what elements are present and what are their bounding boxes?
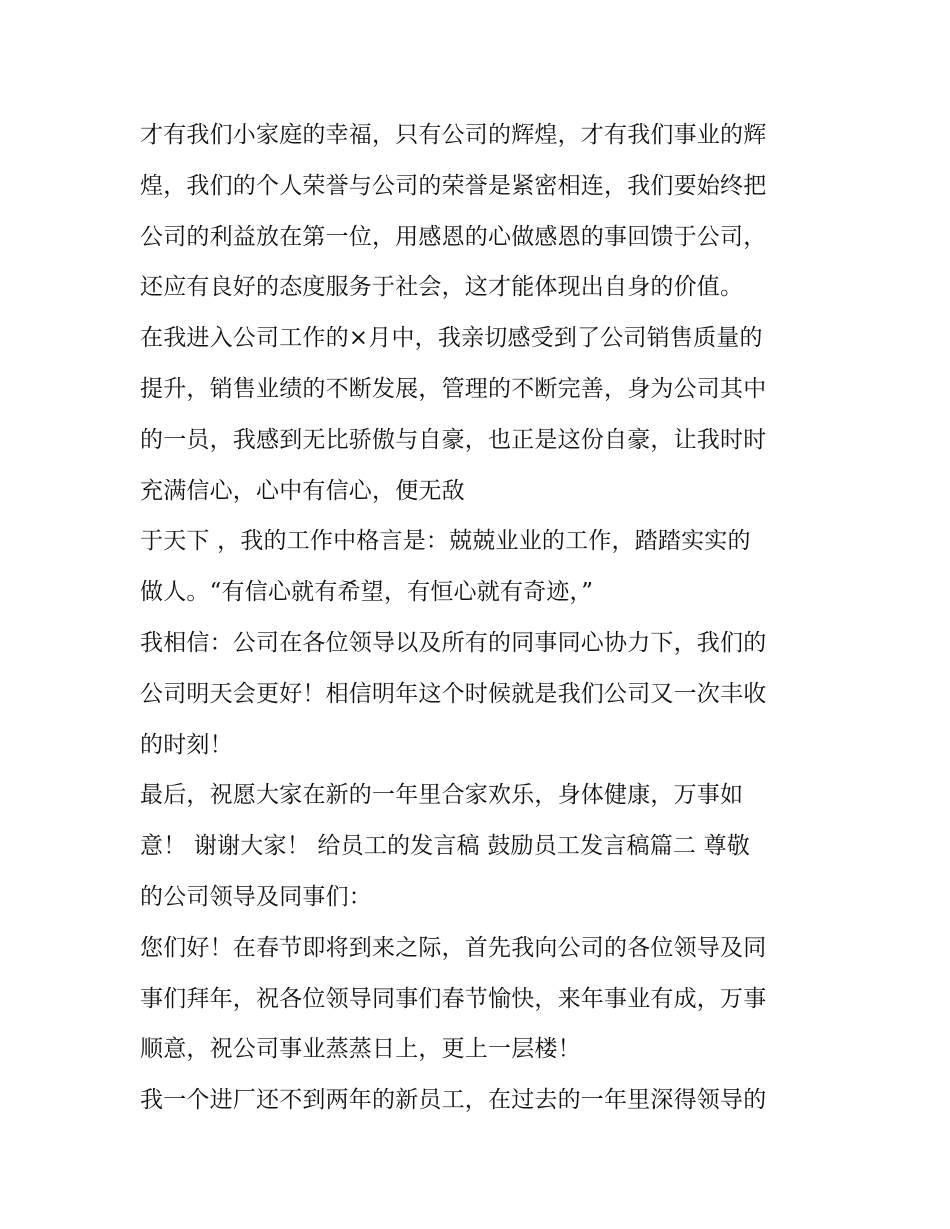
text-line: 意！ 谢谢大家！ 给员工的发言稿 鼓励员工发言稿篇二 尊敬 (140, 833, 751, 860)
text-line: 在我进入公司工作的×月中，我亲切感受到了公司销售质量的 (140, 325, 763, 352)
text-line: 的时刻！ (140, 731, 233, 758)
text-line: 顺意，祝公司事业蒸蒸日上，更上一层楼！ (140, 1036, 581, 1063)
text-line: 充满信心，心中有信心，便无敌 (140, 477, 465, 504)
text-line: 煌，我们的个人荣誉与公司的荣誉是紧密相连，我们要始终把 (140, 172, 767, 199)
text-line: 我一个进厂还不到两年的新员工，在过去的一年里深得领导的 (140, 1087, 767, 1114)
text-line: 的一员，我感到无比骄傲与自豪，也正是这份自豪，让我时时 (140, 426, 767, 453)
text-line: 公司的利益放在第一位，用感恩的心做感恩的事回馈于公司， (140, 223, 767, 250)
text-line: 最后，祝愿大家在新的一年里合家欢乐，身体健康，万事如 (140, 782, 744, 809)
text-line: 才有我们小家庭的幸福，只有公司的辉煌，才有我们事业的辉 (140, 122, 767, 148)
text-line: 于天下 ，我的工作中格言是：兢兢业业的工作，踏踏实实的 (140, 528, 751, 555)
text-line: 您们好！在春节即将到来之际，首先我向公司的各位领导及同 (140, 934, 767, 961)
text-line: 事们拜年，祝各位领导同事们春节愉快，来年事业有成，万事 (140, 985, 767, 1012)
text-line: 公司明天会更好！相信明年这个时候就是我们公司又一次丰收 (140, 680, 767, 707)
text-line: 做人。“有信心就有希望，有恒心就有奇迹，” (140, 579, 594, 606)
text-line: 还应有良好的态度服务于社会，这才能体现出自身的价值。 (140, 274, 744, 301)
text-line: 提升，销售业绩的不断发展，管理的不断完善，身为公司其中 (140, 375, 767, 402)
document-body (140, 110, 820, 1126)
text-line: 我相信：公司在各位领导以及所有的同事同心协力下，我们的 (140, 629, 767, 656)
text-line: 的公司领导及同事们： (140, 883, 372, 910)
